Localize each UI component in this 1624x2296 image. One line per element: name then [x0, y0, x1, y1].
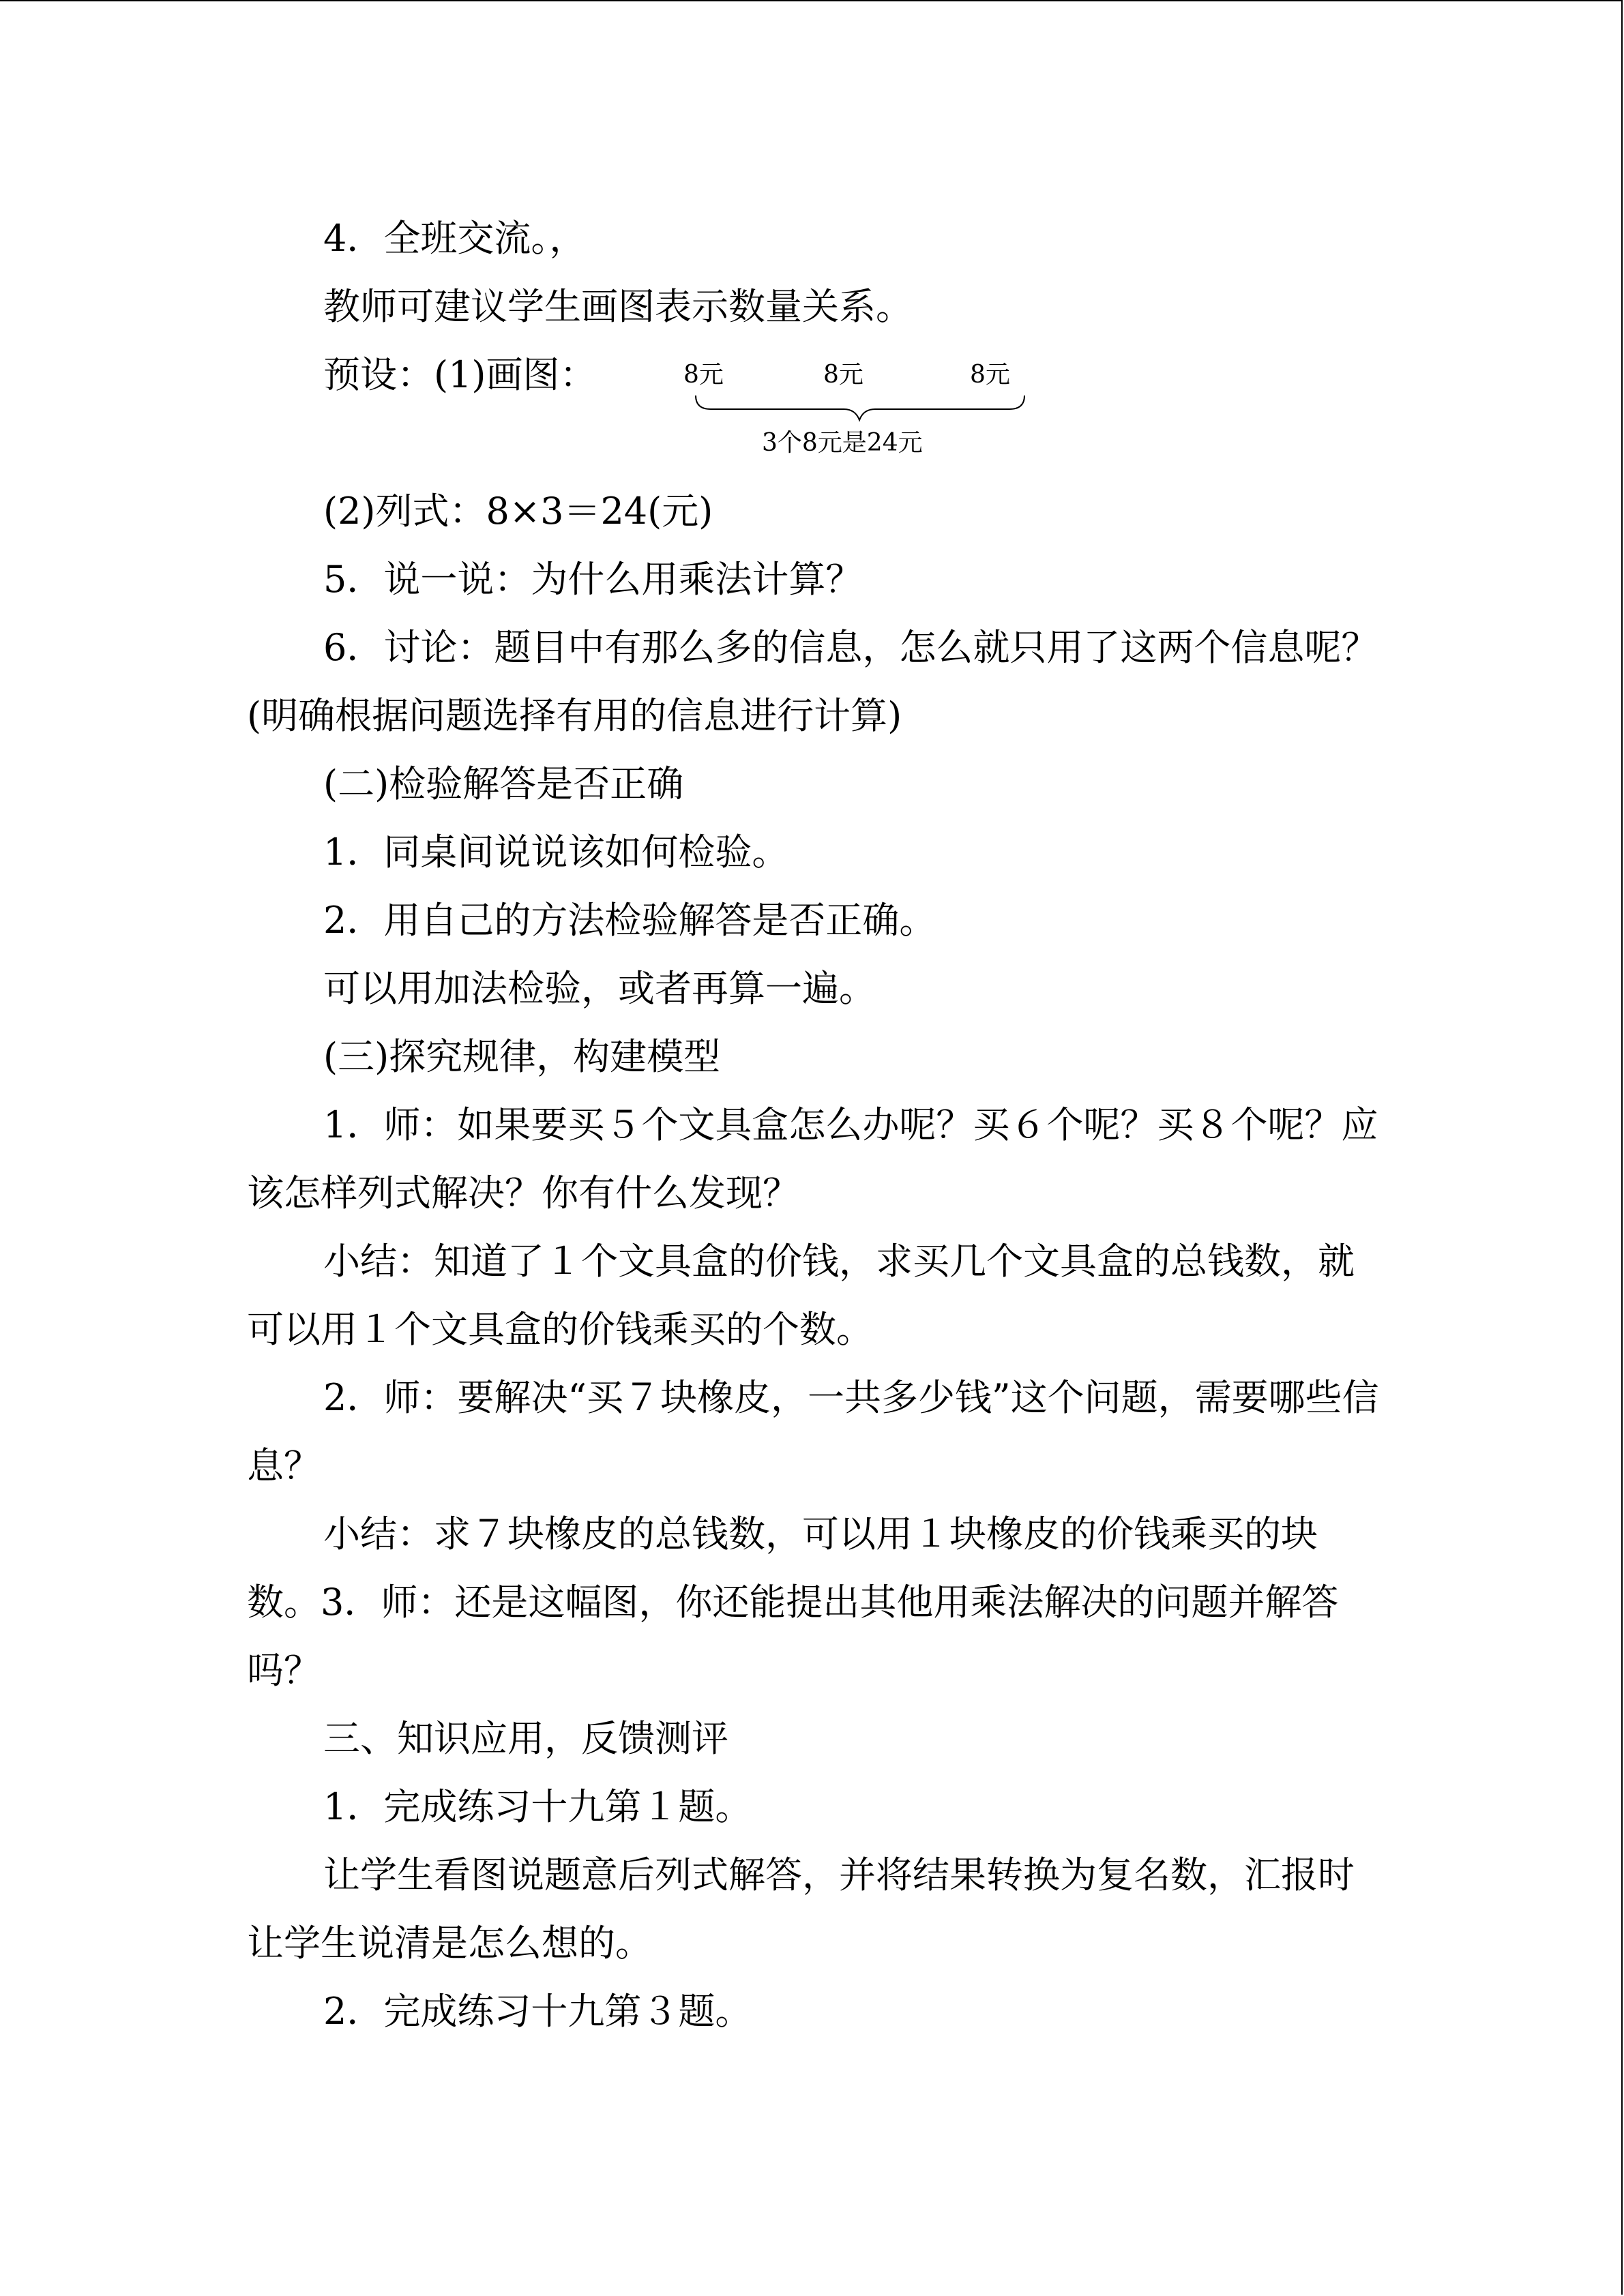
section-heading-apply: 三、知识应用，反馈测评	[323, 1717, 728, 1760]
paragraph-verify-1: 1．同桌间说说该如何检验。	[323, 831, 789, 874]
segment-label-3: 8元	[970, 361, 1010, 389]
paragraph-exercise-3: 2．完成练习十九第３题。	[323, 1990, 752, 2033]
section-heading-verify: (二)检验解答是否正确	[323, 762, 684, 805]
paragraph-teacher-q1: 1．师：如果要买５个文具盒怎么办呢？买６个呢？买８个呢？应该怎样列式解决？你有什么发现？	[247, 1103, 1378, 1214]
price-diagram	[683, 355, 1038, 484]
paragraph-equation: (2)列式：8×3＝24(元)	[323, 490, 713, 533]
paragraph-summary-1: 小结：知道了１个文具盒的价钱，求买几个文具盒的总钱数，就可以用１个文具盒的价钱乘买的个数。	[247, 1240, 1355, 1351]
paragraph-preset-draw: 预设：(1)画图：	[323, 353, 597, 396]
paragraph-why-multiply: 5．说一说：为什么用乘法计算？	[323, 558, 863, 601]
brace-shape	[696, 396, 1024, 420]
paragraph-summary-2: 小结：求７块橡皮的总钱数，可以用１块橡皮的价钱乘买的块数。3．师：还是这幅图，你还能提出其他用乘法解决的问题并解答吗？	[247, 1512, 1339, 1692]
paragraph-verify-2: 2．用自己的方法检验解答是否正确。	[323, 899, 936, 942]
document-body	[247, 205, 1379, 2046]
segment-label-1: 8元	[683, 361, 724, 389]
paragraph-discussion: 6．讨论：题目中有那么多的信息，怎么就只用了这两个信息呢？(明确根据问题选择有用的信息进行计算)	[247, 626, 1378, 737]
paragraph-teacher-q2: 2．师：要解决“买７块橡皮，一共多少钱”这个问题，需要哪些信息？	[247, 1376, 1379, 1487]
paragraph-teacher-suggest: 教师可建议学生画图表示数量关系。	[323, 285, 913, 328]
segment-label-2: 8元	[823, 361, 863, 389]
paragraph-class-exchange: 4．全班交流。，	[323, 217, 587, 260]
diagram-row	[247, 341, 1379, 477]
paragraph-exercise-1-detail: 让学生看图说题意后列式解答，并将结果转换为复名数，汇报时让学生说清是怎么想的。	[247, 1853, 1355, 1965]
paragraph-exercise-1: 1．完成练习十九第１题。	[323, 1785, 752, 1828]
paragraph-verify-method: 可以用加法检验，或者再算一遍。	[323, 967, 876, 1010]
total-label: 3个8元是24元	[762, 429, 923, 457]
section-heading-explore: (三)探究规律，构建模型	[323, 1035, 721, 1078]
